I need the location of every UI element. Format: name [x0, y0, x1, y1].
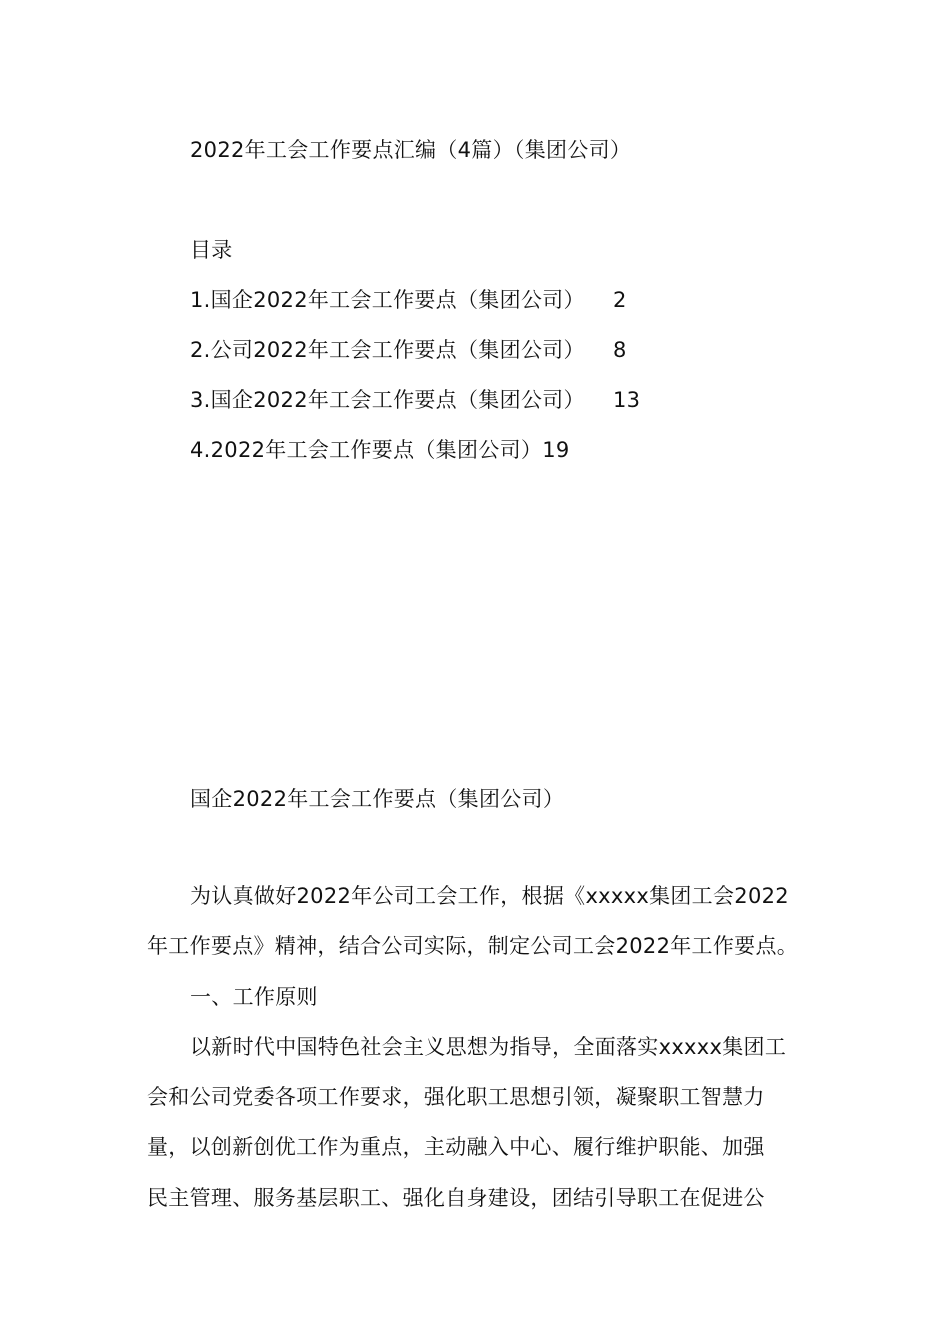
toc-item[interactable] [190, 288, 627, 312]
toc-item-label: 4.2022年工会工作要点（集团公司） [190, 438, 543, 462]
body-line: 一、工作原则 [190, 985, 318, 1009]
toc-item-label: 1.国企2022年工会工作要点（集团公司） [190, 288, 585, 312]
body-line: 以新时代中国特色社会主义思想为指导，全面落实xxxxx集团工 [190, 1035, 787, 1059]
toc-item[interactable] [190, 388, 641, 412]
toc-item-page: 19 [542, 438, 570, 462]
body-line: 民主管理、服务基层职工、强化自身建设，团结引导职工在促进公 [147, 1186, 765, 1210]
body-line: 量，以创新创优工作为重点，主动融入中心、履行维护职能、加强 [147, 1135, 765, 1159]
toc-item[interactable] [190, 440, 570, 461]
body-line: 会和公司党委各项工作要求，强化职工思想引领，凝聚职工智慧力 [147, 1085, 765, 1109]
document-title: 2022年工会工作要点汇编（4篇）（集团公司） [190, 138, 632, 162]
body-line: 年工作要点》精神，结合公司实际，制定公司工会2022年工作要点。 [147, 934, 799, 958]
toc-item-page: 8 [613, 338, 627, 362]
toc-item-page: 2 [613, 288, 627, 312]
toc-item-page: 13 [613, 388, 641, 412]
section-title: 国企2022年工会工作要点（集团公司） [190, 787, 565, 811]
toc-heading: 目录 [190, 238, 233, 262]
toc-item-label: 2.公司2022年工会工作要点（集团公司） [190, 338, 585, 362]
toc-item[interactable] [190, 338, 627, 362]
body-line: 为认真做好2022年公司工会工作，根据《xxxxx集团工会2022 [190, 884, 789, 908]
toc-item-label: 3.国企2022年工会工作要点（集团公司） [190, 388, 585, 412]
